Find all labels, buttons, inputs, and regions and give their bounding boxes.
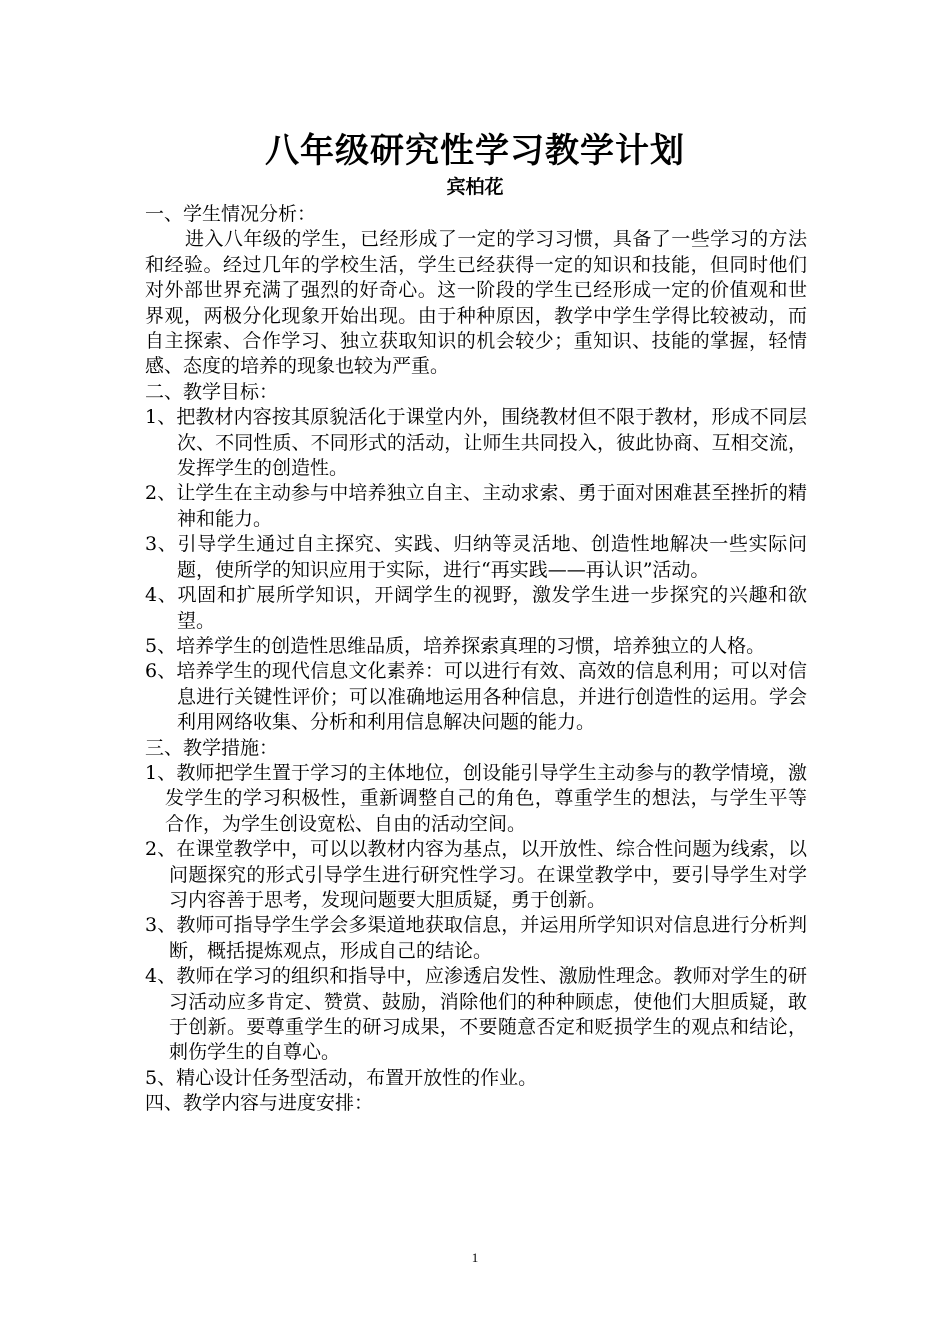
measure-item: 1、教师把学生置于学习的主体地位，创设能引导学生主动参与的教学情境，激发学生的学习积极性，重新调整自己的角色，尊重学生的想法，与学生平等合作，为学生创设宽松、自由的活动空间。: [145, 761, 807, 835]
goal-item: 1、把教材内容按其原貌活化于课堂内外，围绕教材但不限于教材，形成不同层次、不同性质、不同形式的活动，让师生共同投入，彼此协商、互相交流，发挥学生的创造性。: [145, 406, 807, 480]
measure-item: 5、精心设计任务型活动，布置开放性的作业。: [145, 1066, 538, 1089]
section-heading-content-schedule: 四、教学内容与进度安排：: [145, 1092, 374, 1115]
student-analysis-paragraph: 进入八年级的学生，已经形成了一定的学习习惯，具备了一些学习的方法和经验。经过几年的学校生活，学生已经获得一定的知识和技能，但同时他们对外部世界充满了强烈的好奇心。这一阶段的学生已经形成一定的价值观和世界观，两极分化现象开始出现。由于种种原因，教学中学生学得比较被动，而自主探索、合作学习、独立获取知识的机会较少；重知识、技能的掌握，轻情感、态度的培养的现象也较为严重。: [145, 228, 807, 378]
page-number: 1: [471, 1250, 479, 1265]
goal-item: 4、巩固和扩展所学知识，开阔学生的视野，激发学生进一步探究的兴趣和欲望。: [145, 584, 807, 632]
measure-item: 3、教师可指导学生学会多渠道地获取信息，并运用所学知识对信息进行分析判断，概括提炼观点，形成自己的结论。: [145, 914, 807, 962]
section-heading-student-analysis: 一、学生情况分析：: [145, 203, 317, 225]
goal-item: 3、引导学生通过自主探究、实践、归纳等灵活地、创造性地解决一些实际问题，使所学的知识应用于实际，进行“再实践——再认识”活动。: [145, 533, 807, 581]
author-name: 宾柏花: [446, 176, 504, 198]
document-body: [145, 202, 807, 1117]
section-heading-teaching-measures: 三、教学措施：: [145, 736, 279, 759]
measure-item: 4、教师在学习的组织和指导中，应渗透启发性、激励性理念。教师对学生的研习活动应多肯定、赞赏、鼓励，消除他们的种种顾虑，使他们大胆质疑，敢于创新。要尊重学生的研习成果，不要随意否定和贬损学生的观点和结论，刺伤学生的自尊心。: [145, 965, 807, 1064]
document-title: 八年级研究性学习教学计划: [265, 131, 685, 171]
goal-item: 5、培养学生的创造性思维品质，培养探索真理的习惯，培养独立的人格。: [145, 634, 766, 657]
goal-item: 2、让学生在主动参与中培养独立自主、主动求索、勇于面对困难甚至挫折的精神和能力。: [145, 482, 807, 530]
measure-item: 2、在课堂教学中，可以以教材内容为基点，以开放性、综合性问题为线索，以问题探究的形式引导学生进行研究性学习。在课堂教学中，要引导学生对学习内容善于思考，发现问题要大胆质疑，勇于创新。: [145, 838, 807, 911]
section-heading-teaching-goals: 二、教学目标：: [145, 380, 279, 403]
goal-item: 6、培养学生的现代信息文化素养：可以进行有效、高效的信息利用；可以对信息进行关键性评价；可以准确地运用各种信息，并进行创造性的运用。学会利用网络收集、分析和利用信息解决问题的能力。: [145, 660, 807, 734]
